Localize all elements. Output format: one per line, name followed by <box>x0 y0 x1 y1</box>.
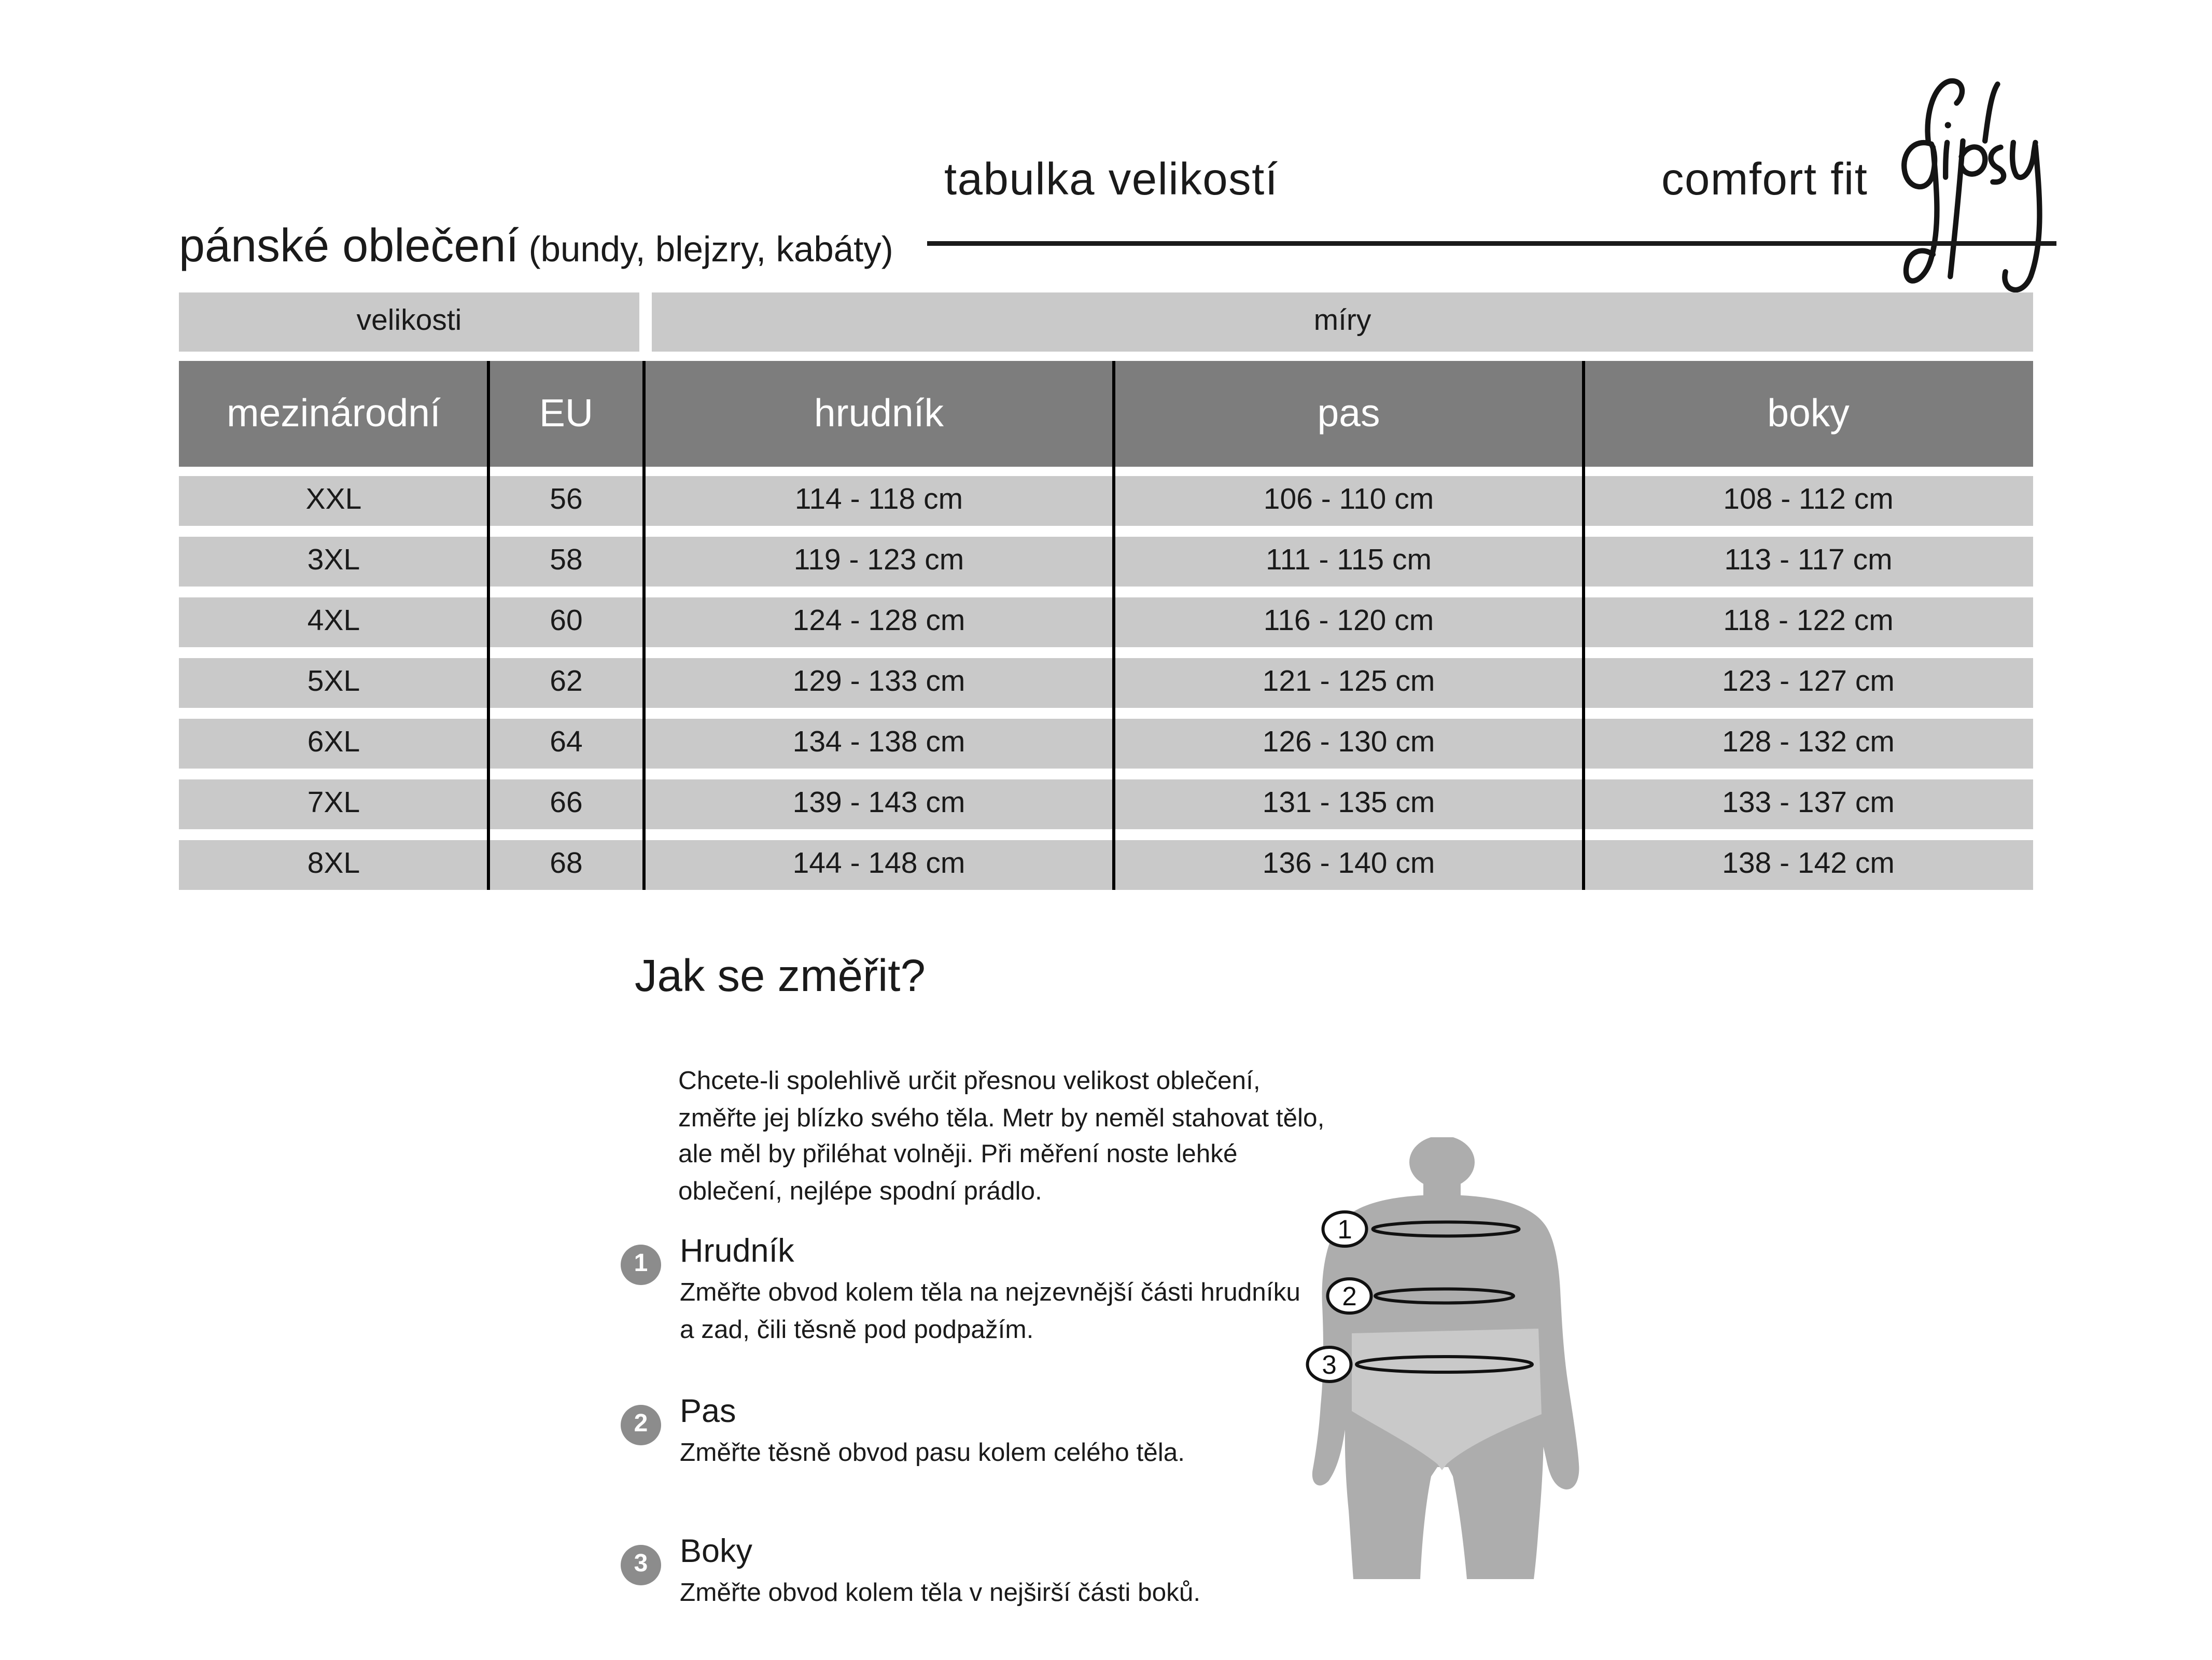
column-header-waist: pas <box>1317 392 1380 436</box>
cell-chest: 129 - 133 cm <box>792 666 965 699</box>
table-row <box>179 537 2033 587</box>
column-header-chest: hrudník <box>814 392 944 436</box>
step-title: Pas <box>680 1394 736 1430</box>
cell-size-intl: XXL <box>305 484 362 517</box>
cell-size-eu: 60 <box>550 605 583 638</box>
group-header-sizes: velikosti <box>179 292 639 352</box>
table-row <box>179 476 2033 526</box>
step-badge-3: 3 <box>621 1545 661 1585</box>
cell-waist: 121 - 125 cm <box>1262 666 1435 699</box>
table-column-header-row <box>179 361 2033 467</box>
cell-hips: 108 - 112 cm <box>1723 484 1894 517</box>
step-hips <box>680 1534 1302 1613</box>
step-chest <box>680 1234 1302 1349</box>
column-divider <box>1582 361 1585 890</box>
cell-hips: 128 - 132 cm <box>1722 727 1895 759</box>
cell-chest: 124 - 128 cm <box>792 605 965 638</box>
cell-size-intl: 7XL <box>307 787 360 820</box>
marker-label-1: 1 <box>1337 1215 1352 1244</box>
gipsy-logo-icon <box>1896 72 2061 308</box>
cell-size-intl: 8XL <box>307 848 360 881</box>
cell-hips: 138 - 142 cm <box>1722 848 1895 881</box>
step-waist <box>680 1394 1302 1473</box>
cell-chest: 139 - 143 cm <box>792 787 965 820</box>
step-text: Změřte obvod kolem těla v nejširší části boků. <box>680 1579 1201 1607</box>
section-title <box>179 221 893 274</box>
fit-label: comfort fit <box>1661 156 1868 205</box>
header-divider <box>927 241 2056 245</box>
howto-intro: Chcete-li spolehlivě určit přesnou velikost oblečení, změřte jej blízko svého těla. Metr by neměl stahovat tělo, ale měl by přiléhat volněji. Při měření noste lehké oblečení, nejlépe spodní prádlo. <box>678 1067 1325 1205</box>
cell-waist: 126 - 130 cm <box>1262 727 1435 759</box>
cell-size-intl: 4XL <box>307 605 360 638</box>
table-row <box>179 840 2033 890</box>
cell-size-intl: 5XL <box>307 666 360 699</box>
cell-size-eu: 64 <box>550 727 583 759</box>
cell-chest: 134 - 138 cm <box>792 727 965 759</box>
section-title-sub: (bundy, blejzry, kabáty) <box>519 229 893 269</box>
step-text: Změřte obvod kolem těla na nejzevnější části hrudníku a zad, čili těsně pod podpažím. <box>680 1279 1300 1344</box>
table-row <box>179 658 2033 708</box>
cell-chest: 119 - 123 cm <box>793 545 964 577</box>
column-divider <box>1112 361 1115 890</box>
cell-chest: 114 - 118 cm <box>794 484 963 517</box>
table-row <box>179 719 2033 769</box>
step-text: Změřte těsně obvod pasu kolem celého těla. <box>680 1439 1185 1467</box>
step-badge-2: 2 <box>621 1405 661 1445</box>
cell-size-eu: 58 <box>550 545 583 577</box>
cell-waist: 131 - 135 cm <box>1262 787 1435 820</box>
cell-hips: 133 - 137 cm <box>1722 787 1895 820</box>
cell-size-eu: 68 <box>550 848 583 881</box>
marker-label-2: 2 <box>1342 1281 1357 1311</box>
cell-waist: 116 - 120 cm <box>1263 605 1434 638</box>
column-header-international: mezinárodní <box>227 392 441 436</box>
cell-hips: 113 - 117 cm <box>1724 545 1893 577</box>
cell-size-eu: 56 <box>550 484 583 517</box>
column-header-eu: EU <box>539 392 594 436</box>
cell-chest: 144 - 148 cm <box>792 848 965 881</box>
cell-hips: 123 - 127 cm <box>1722 666 1895 699</box>
cell-waist: 106 - 110 cm <box>1263 484 1434 517</box>
step-badge-1: 1 <box>621 1245 661 1285</box>
column-divider <box>487 361 490 890</box>
cell-waist: 136 - 140 cm <box>1262 848 1435 881</box>
size-table <box>179 292 2033 890</box>
body-measurement-diagram <box>1305 1137 1582 1581</box>
column-header-hips: boky <box>1767 392 1850 436</box>
table-row <box>179 779 2033 829</box>
cell-waist: 111 - 115 cm <box>1265 545 1432 577</box>
cell-size-intl: 3XL <box>307 545 360 577</box>
section-title-main: pánské oblečení <box>179 221 519 272</box>
marker-label-3: 3 <box>1322 1350 1337 1379</box>
cell-hips: 118 - 122 cm <box>1723 605 1894 638</box>
step-title: Boky <box>680 1534 753 1570</box>
cell-size-intl: 6XL <box>307 727 360 759</box>
group-header-measures: míry <box>652 292 2033 352</box>
table-row <box>179 597 2033 647</box>
cell-size-eu: 66 <box>550 787 583 820</box>
column-divider <box>642 361 646 890</box>
step-title: Hrudník <box>680 1234 794 1270</box>
cell-size-eu: 62 <box>550 666 583 699</box>
howto-heading: Jak se změřit? <box>635 952 926 1002</box>
page-header-title: tabulka velikostí <box>944 156 1279 205</box>
